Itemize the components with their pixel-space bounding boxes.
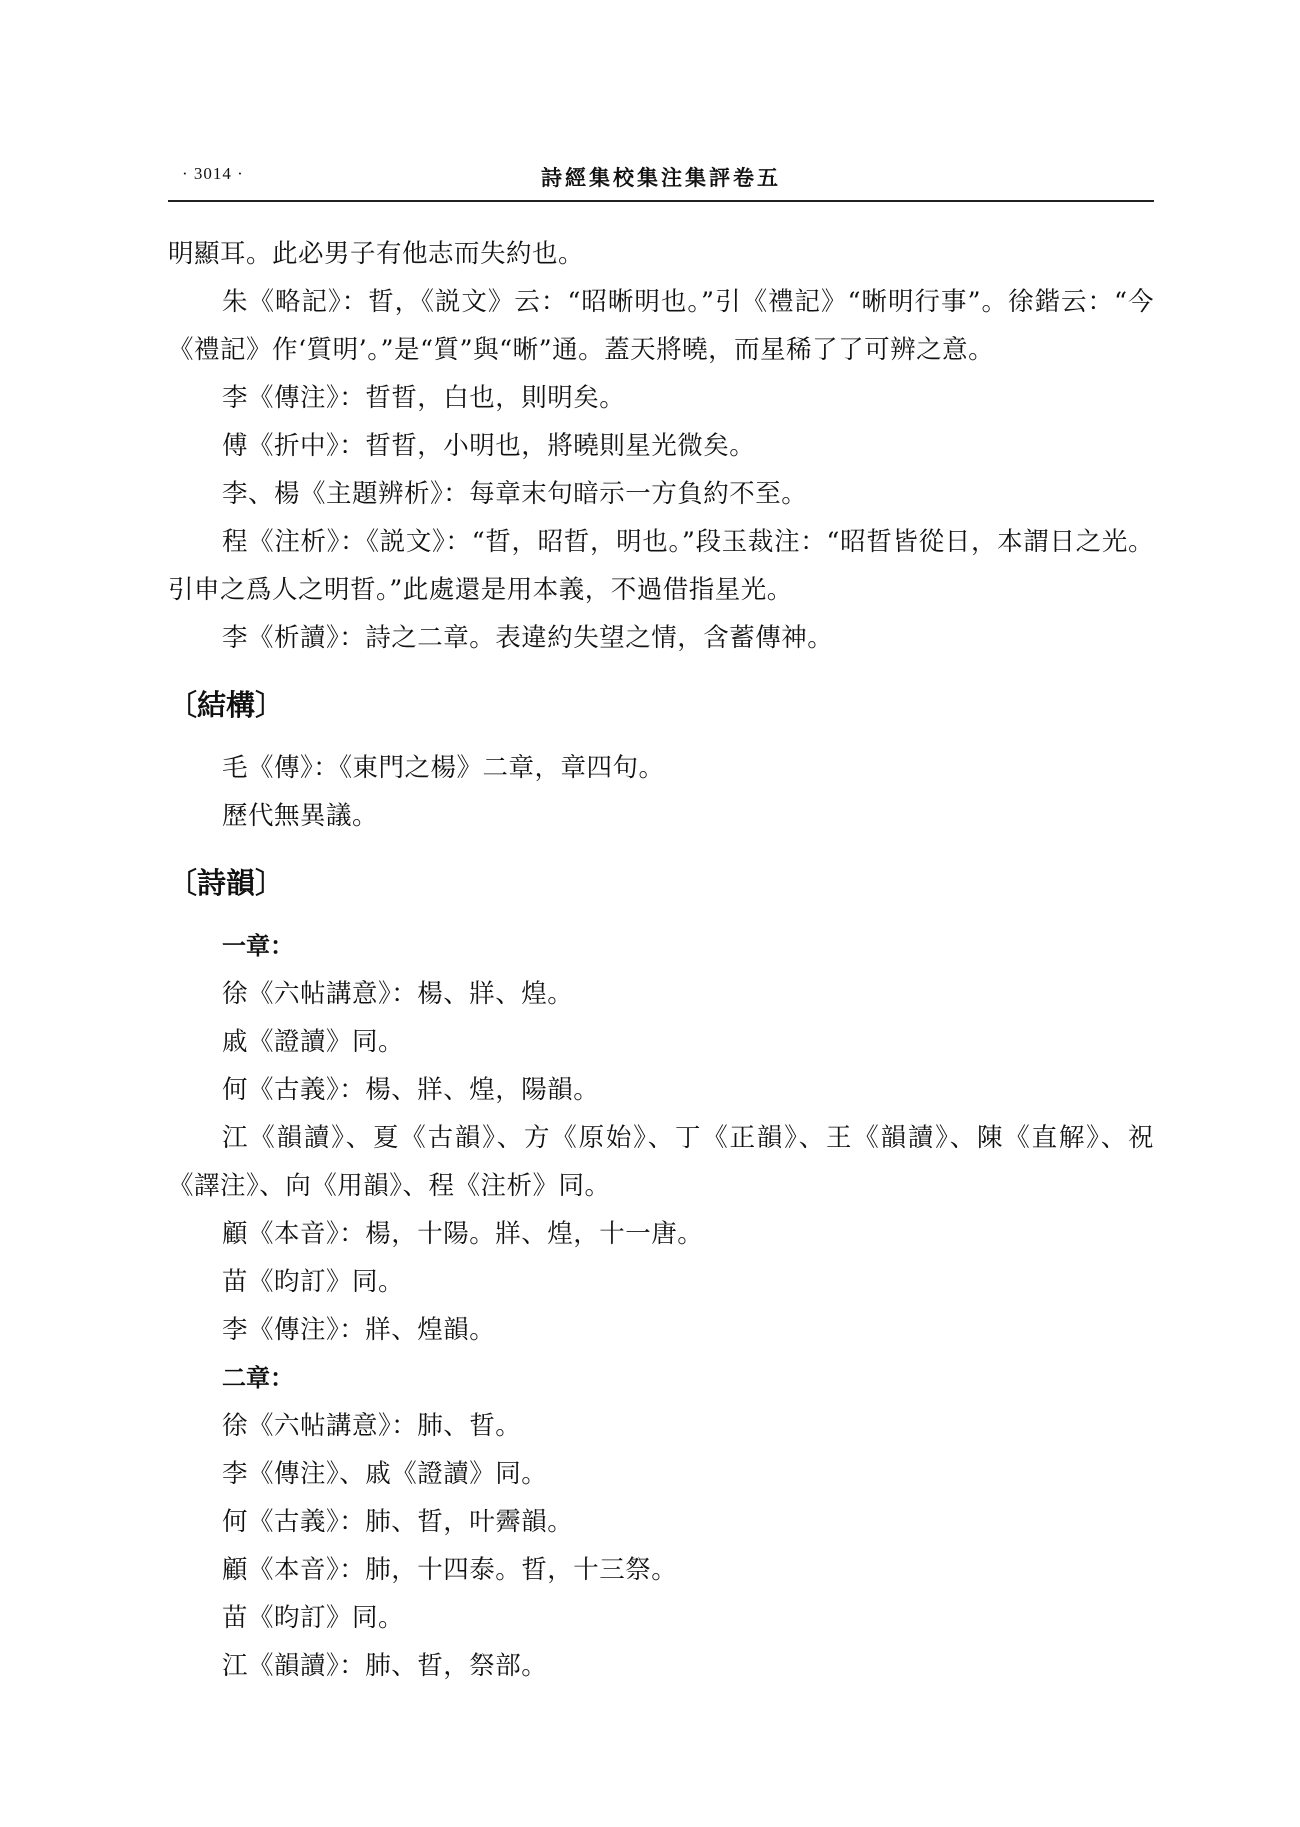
paragraph: 李《析讀》：詩之二章。表違約失望之情，含蓄傳神。 bbox=[222, 623, 834, 653]
section-heading-structure: 〔結構〕 bbox=[168, 688, 285, 722]
chapter-one-label: 一章： bbox=[222, 931, 294, 960]
paragraph: 歷代無異議。 bbox=[222, 801, 379, 831]
paragraph: 江《韻讀》：肺、晢，祭部。 bbox=[222, 1651, 548, 1681]
paragraph: 李《傳注》：晢晢，白也，則明矣。 bbox=[222, 383, 626, 413]
paragraph: 顧《本音》：肺，十四泰。晢，十三祭。 bbox=[222, 1555, 678, 1585]
chapter-two-label: 二章： bbox=[222, 1363, 294, 1392]
paragraph: 毛《傳》：《東門之楊》二章，章四句。 bbox=[222, 753, 665, 783]
page-header bbox=[168, 160, 1154, 202]
paragraph: 何《古義》：肺、晢，叶霽韻。 bbox=[222, 1507, 574, 1537]
paragraph: 徐《六帖講意》：肺、晢。 bbox=[222, 1411, 522, 1441]
paragraph: 江《韻讀》、夏《古韻》、方《原始》、丁《正韻》、王《韻讀》、陳《直解》、祝《譯注》、向《用韻》、程《注析》同。 bbox=[168, 1123, 1154, 1201]
running-title: 詩經集校集注集評卷五 bbox=[541, 165, 781, 190]
page-body bbox=[168, 230, 1154, 1690]
paragraph: 戚《證讀》同。 bbox=[222, 1027, 405, 1057]
paragraph: 李《傳注》：牂、煌韻。 bbox=[222, 1315, 496, 1345]
paragraph: 顧《本音》：楊，十陽。牂、煌，十一唐。 bbox=[222, 1219, 704, 1249]
paragraph: 何《古義》：楊、牂、煌，陽韻。 bbox=[222, 1075, 600, 1105]
paragraph: 朱《略記》：晢，《説文》云：“昭晰明也。”引《禮記》“晰明行事”。徐鍇云：“今《禮記》作‘質明’。”是“質”與“晰”通。蓋天將曉，而星稀了了可辨之意。 bbox=[168, 287, 1154, 365]
paragraph: 明顯耳。此必男子有他志而失約也。 bbox=[168, 239, 585, 269]
page-number: · 3014 · bbox=[182, 164, 244, 183]
paragraph: 苗《昀訂》同。 bbox=[222, 1603, 405, 1633]
paragraph: 程《注析》：《説文》：“晢，昭晢，明也。”段玉裁注：“昭晢皆從日，本謂日之光。引申之爲人之明晢。”此處還是用本義，不過借指星光。 bbox=[168, 527, 1154, 605]
paragraph: 徐《六帖講意》：楊、牂、煌。 bbox=[222, 979, 574, 1009]
paragraph: 傅《折中》：晢晢，小明也，將曉則星光微矣。 bbox=[222, 431, 756, 461]
paragraph: 李《傳注》、戚《證讀》同。 bbox=[222, 1459, 548, 1489]
paragraph: 李、楊《主題辨析》：每章末句暗示一方負約不至。 bbox=[222, 479, 808, 509]
section-heading-rhyme: 〔詩韻〕 bbox=[168, 866, 285, 900]
paragraph: 苗《昀訂》同。 bbox=[222, 1267, 405, 1297]
